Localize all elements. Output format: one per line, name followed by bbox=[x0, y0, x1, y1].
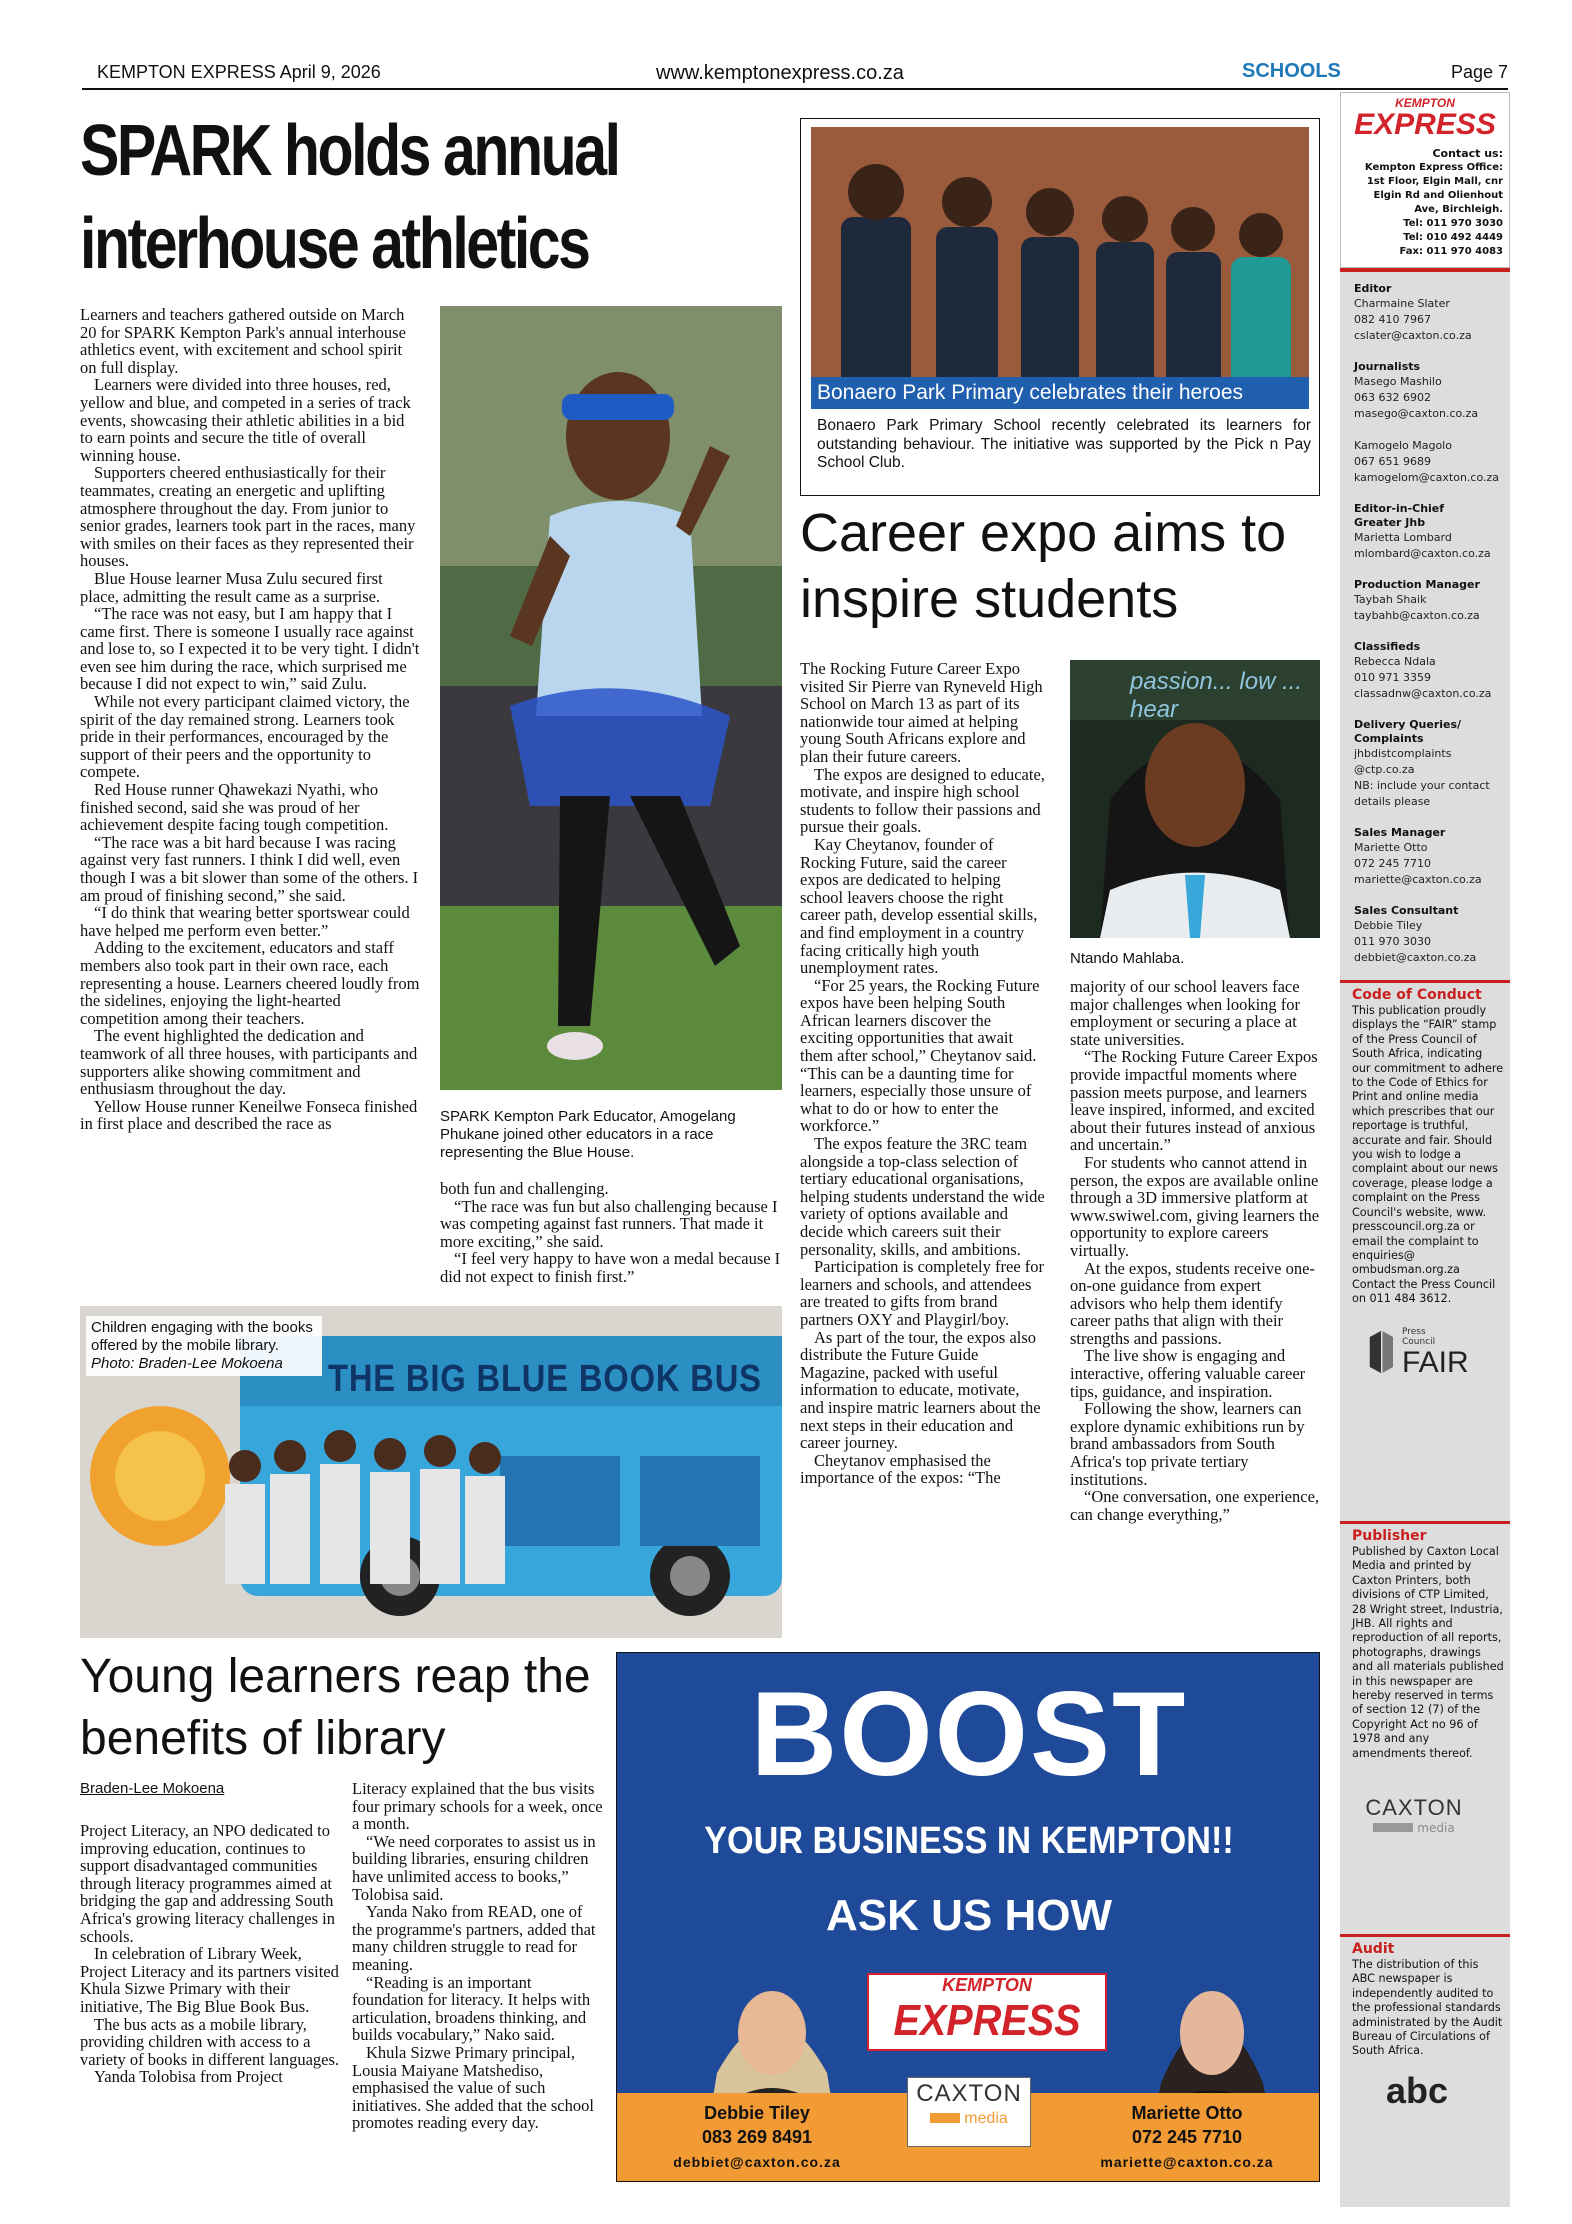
sidebar-fax: Fax: 011 970 4083 bbox=[1399, 246, 1503, 257]
staff-label: Production Manager bbox=[1354, 578, 1480, 591]
audit-text: The distribution of this ABC newspaper is independently audited to the professional standards administrated by the Audit Bureau of Circulations of South Africa. bbox=[1352, 1958, 1503, 2058]
staff-label: Classifieds bbox=[1354, 640, 1421, 653]
ad-contact-band bbox=[617, 2080, 1320, 2182]
article3-byline: Braden-Lee Mokoena bbox=[80, 1780, 225, 1797]
ad-logo-top: KEMPTON bbox=[942, 1975, 1032, 1995]
abc-logo: abc bbox=[1386, 2069, 1449, 2111]
article2-col2: majority of our school leavers face major challenges when looking for employment or securing a place at state universities. “The Rocking Future Career Expos provide impactful moments where passion meets purpose, and learners leave inspired, informed, and excited about their futures instead of anxious and uncertain.” For students who cannot attend in person, the expos are available online through a 3D immersive platform at www.swiwel.com, giving learners the opportunity to explore careers virtually. At the expos, students receive one-on-one guidance from expert advisors who help them identify career paths that align with their strengths and passions. The live show is engaging and interactive, offering valuable career tips, guidance, and inspiration. Following the show, learners can explore dynamic exhibitions run by brand ambassadors from South Africa's top private tertiary institutions. “One conversation, one experience, can change everything,” bbox=[1070, 978, 1320, 1524]
article3-headline: Young learners reap the benefits of library bbox=[80, 1650, 591, 1765]
sidebar-conduct bbox=[1340, 983, 1510, 1521]
athlete-photo bbox=[440, 306, 782, 1090]
sidebar-caxton-media: media bbox=[1354, 1821, 1474, 1835]
ad-kempton-logo bbox=[867, 1973, 1107, 2051]
article3-col1: Project Literacy, an NPO dedicated to improving education, continues to support disadvantaged communities through literacy programmes aimed at bridging the gap and addressing South Africa's growing literacy challenges in schools. In celebration of Library Week, Project Literacy and its partners visited Khula Sizwe Primary with their initiative, The Big Blue Book Bus. The bus acts as a mobile library, providing children with access to a variety of books in different languages. Yanda Tolobisa from Project bbox=[80, 1822, 340, 2087]
bonaero-photo bbox=[811, 127, 1309, 393]
boost-advert[interactable] bbox=[616, 1652, 1320, 2182]
bus-sign: THE BIG BLUE BOOK BUS bbox=[328, 1358, 762, 1400]
ad-right-name: Mariette Otto bbox=[1131, 2103, 1243, 2123]
article1-headline: SPARK holds annual interhouse athletics bbox=[80, 111, 619, 284]
article1-col1: Learners and teachers gathered outside on March 20 for SPARK Kempton Park's annual interhouse athletics event, with excitement and school spirit on full display. Learners were divided into three houses, red, yellow and blue, and competed in a series of track events, showcasing their athletic abilities in a bid to earn points and secure the title of overall winning house. Supporters cheered enthusiastically for their teammates, creating an energetic and uplifting atmosphere throughout the day. From junior to senior grades, learners took part in the races, many with smiles on their faces as they represented their houses. Blue House learner Musa Zulu secured first place, admitting the result came as a surprise. “The race was not easy, but I am happy that I came first. There is someone I usually race against and lose to, so I expected it to be very tight. I didn't even see him during the race, which surprised me because I did not expect to win,” said Zulu. While not every participant claimed victory, the spirit of the day remained strong. Learners took pride in their performances, encouraged by the support of their peers and the opportunity to compete. Red House runner Qhawekazi Nyathi, who finished second, said she was proud of her achievement despite facing tough competition. “The race was a bit hard because I was racing against very fast runners. I think I did well, even though I was a bit slower than some of the others. I am proud of finishing second,” she said. “I do think that wearing better sportswear could have helped me perform even better.” Adding to the excitement, educators and staff members also took part in their own race, each representing a house. Learners cheered loudly from the sidelines, enjoying the light-hearted competition among their teachers. The event highlighted the dedication and teamwork of all three houses, with participants and supporters alike showing commitment and enthusiasm throughout the day. Yellow House runner Keneilwe Fonseca finished in first place and described the race as bbox=[80, 306, 420, 1134]
fair-logo bbox=[1366, 1321, 1504, 1391]
debbie-portrait bbox=[707, 1953, 837, 2103]
staff-label: Delivery Queries/ Complaints bbox=[1354, 718, 1462, 745]
staff-label: Editor bbox=[1354, 282, 1392, 295]
site-url[interactable]: www.kemptonexpress.co.za bbox=[656, 62, 904, 84]
ad-line3: ASK US HOW bbox=[826, 1891, 1112, 1940]
sidebar-publisher bbox=[1340, 1524, 1510, 1934]
ad-caxton-logo bbox=[907, 2077, 1031, 2147]
article3-col2: Literacy explained that the bus visits four primary schools for a week, once a month. “We need corporates to assist us in building libraries, ensuring children have unlimited access to books,” Tolobisa said. Yanda Nako from READ, one of the programme's partners, added that many children struggle to read for meaning. “Reading is an important foundation for literacy. It helps with articulation, broadens thinking, and builds vocabulary,” Nako said. Khula Sizwe Primary principal, Lousia Maiyane Matshediso, emphasised the value of such initiatives. She added that the school promotes reading every day. bbox=[352, 1780, 603, 2133]
bus-photo bbox=[80, 1306, 782, 1638]
article2-col1: The Rocking Future Career Expo visited Sir Pierre van Ryneveld High School on March 13 as part of its nationwide tour aimed at helping young South Africans explore and plan their future careers. The expos are designed to educate, motivate, and inspire high school students to follow their passions and pursue their goals. Kay Cheytanov, founder of Rocking Future, said the career expos are dedicated to helping school leavers choose the right career path, develop essential skills, and find employment in a country facing critically high youth unemployment rates. “For 25 years, the Rocking Future expos have been helping South African learners discover the exciting opportunities that await them after school,” Cheytanov said. “This can be a daunting time for learners, especially those unsure of what to do or how to enter the workforce.” The expos feature the 3RC team alongside a top-class selection of tertiary educational organisations, helping students understand the wide variety of options available and decide which careers suit their personality, skills, and ambitions. Participation is completely free for learners and schools, and attendees are treated to gifts from brand partners OXY and Playgirl/boy. As part of the tour, the expos also distribute the Future Guide Magazine, packed with useful information to educate, motivate, and inspire matric learners about the next steps in their education and career journey. Cheytanov emphasised the importance of the expos: “The bbox=[800, 660, 1045, 1488]
publisher-title: Publisher bbox=[1352, 1528, 1427, 1544]
audit-title: Audit bbox=[1352, 1941, 1395, 1957]
fair-text: FAIR bbox=[1402, 1345, 1469, 1379]
sidebar-caxton-logo bbox=[1354, 1795, 1474, 1835]
sidebar-contact-label: Contact us: bbox=[1432, 147, 1503, 160]
staff-label: Sales Consultant bbox=[1354, 904, 1459, 917]
sidebar-tel1: Tel: 011 970 3030 bbox=[1403, 218, 1503, 229]
conduct-title: Code of Conduct bbox=[1352, 987, 1482, 1003]
press-council-small: Press Council bbox=[1402, 1326, 1436, 1347]
ad-logo-main: EXPRESS bbox=[893, 1996, 1081, 2045]
sidebar-tel2: Tel: 010 492 4449 bbox=[1403, 232, 1503, 243]
sidebar-logo-main: EXPRESS bbox=[1354, 108, 1496, 141]
ntando-photo bbox=[1070, 660, 1320, 938]
section-label: SCHOOLS bbox=[1242, 60, 1341, 82]
sidebar-logo-top: KEMPTON bbox=[1395, 96, 1455, 110]
bus-caption-box bbox=[86, 1316, 322, 1376]
board-text: passion... low ... hear bbox=[1130, 668, 1303, 723]
staff-label: Sales Manager bbox=[1354, 826, 1446, 839]
conduct-text: This publication proudly displays the “FAIR” stamp of the Press Council of South Africa, indicating our commitment to adhere to the Code of Ethics for Print and online media which prescribes that our reportage is truthful, accurate and fair. Should you wish to lodge a complaint about our news coverage, please lodge a complaint on the Press Council's website, www. presscouncil.org.za or email the complaint to enquiries@ ombudsman.org.za Contact the Press Council on 011 484 3612. bbox=[1352, 1004, 1504, 1306]
sidebar-audit bbox=[1340, 1937, 1510, 2207]
staff-label: Editor-in-Chief Greater Jhb bbox=[1354, 502, 1445, 529]
sidebar-caxton-text: CAXTON bbox=[1365, 1795, 1463, 1821]
sidebar-contact-block bbox=[1340, 92, 1510, 268]
sidebar-contact-text: Kempton Express Office: 1st Floor, Elgin Mall, cnr Elgin Rd and Olienhout Ave, Birchleigh. bbox=[1364, 162, 1503, 215]
ad-line2: YOUR BUSINESS IN KEMPTON!! bbox=[704, 1820, 1234, 1862]
staff-label: Journalists bbox=[1354, 360, 1421, 373]
athlete-photo-caption: SPARK Kempton Park Educator, Amogelang Phukane joined other educators in a race representing the Blue House. bbox=[440, 1108, 736, 1161]
bus-photo-credit: Photo: Braden-Lee Mokoena bbox=[91, 1355, 283, 1372]
ad-left-phone: 083 269 8491 bbox=[701, 2127, 813, 2147]
page-header bbox=[82, 60, 1508, 90]
ntando-caption: Ntando Mahlaba. bbox=[1070, 950, 1185, 967]
article2-headline: Career expo aims to inspire students bbox=[800, 503, 1287, 629]
ad-right-phone: 072 245 7710 bbox=[1131, 2127, 1243, 2147]
sidebar-staff: Editor Charmaine Slater 082 410 7967 cslater@caxton.co.za Journalists Masego Mashilo 063 632 6902 masego@caxton.co.za Kamogelo Magolo 067 651 9689 kamogelom@caxton.co.za Editor-in-Chief Greater Jhb Marietta Lombard mlombard@caxton.co.za Production Manager Taybah Shaik taybahb@caxton.co.za Classifieds Rebecca Ndala 010 971 3359 classadnw@caxton.co.za Delivery Queries/ Complaints jhbdistcomplaints @ctp.co.za NB: include your contact details please Sales Manager Mariette Otto 072 245 7710 mariette@caxton.co.za Sales Consultant Debbie Tiley 011 970 3030 debbiet@caxton.co.za bbox=[1340, 272, 1510, 980]
bonaero-title: Bonaero Park Primary celebrates their heroes bbox=[811, 377, 1309, 409]
ad-caxton-text: CAXTON bbox=[916, 2080, 1022, 2107]
publisher-text: Published by Caxton Local Media and printed by Caxton Printers, both divisions of CTP Limited, 28 Wright street, Industria, JHB. All rights and reproduction of all reports, photographs, drawings and all materials published in this newspaper are hereby reserved in terms of section 12 (7) of the Copyright Act no 96 of 1978 and any amendments thereof. bbox=[1352, 1545, 1504, 1760]
ad-right-email[interactable]: mariette@caxton.co.za bbox=[1100, 2154, 1274, 2170]
sidebar-logo bbox=[1347, 97, 1503, 141]
bus-caption: Children engaging with the books offered by the mobile library. bbox=[91, 1319, 313, 1354]
paper-date: KEMPTON EXPRESS April 9, 2026 bbox=[97, 62, 381, 82]
ad-boost: BOOST bbox=[750, 1667, 1188, 1801]
ad-left-email[interactable]: debbiet@caxton.co.za bbox=[673, 2154, 841, 2170]
ad-left-name: Debbie Tiley bbox=[704, 2103, 810, 2123]
sidebar bbox=[1340, 92, 1510, 2182]
page-number: Page 7 bbox=[1450, 62, 1508, 82]
bonaero-box bbox=[800, 118, 1320, 496]
article1-col2: both fun and challenging. “The race was fun but also challenging because I was competing against fast runners. That made it more exciting,” she said. “I feel very happy to have won a medal because I did not expect to finish first.” bbox=[440, 1180, 781, 1286]
mariette-portrait bbox=[1147, 1953, 1277, 2103]
ad-caxton-media: media bbox=[908, 2110, 1030, 2128]
bonaero-body: Bonaero Park Primary School recently celebrated its learners for outstanding behaviour. The initiative was supported by the Pick n Pay School Club. bbox=[817, 417, 1311, 471]
